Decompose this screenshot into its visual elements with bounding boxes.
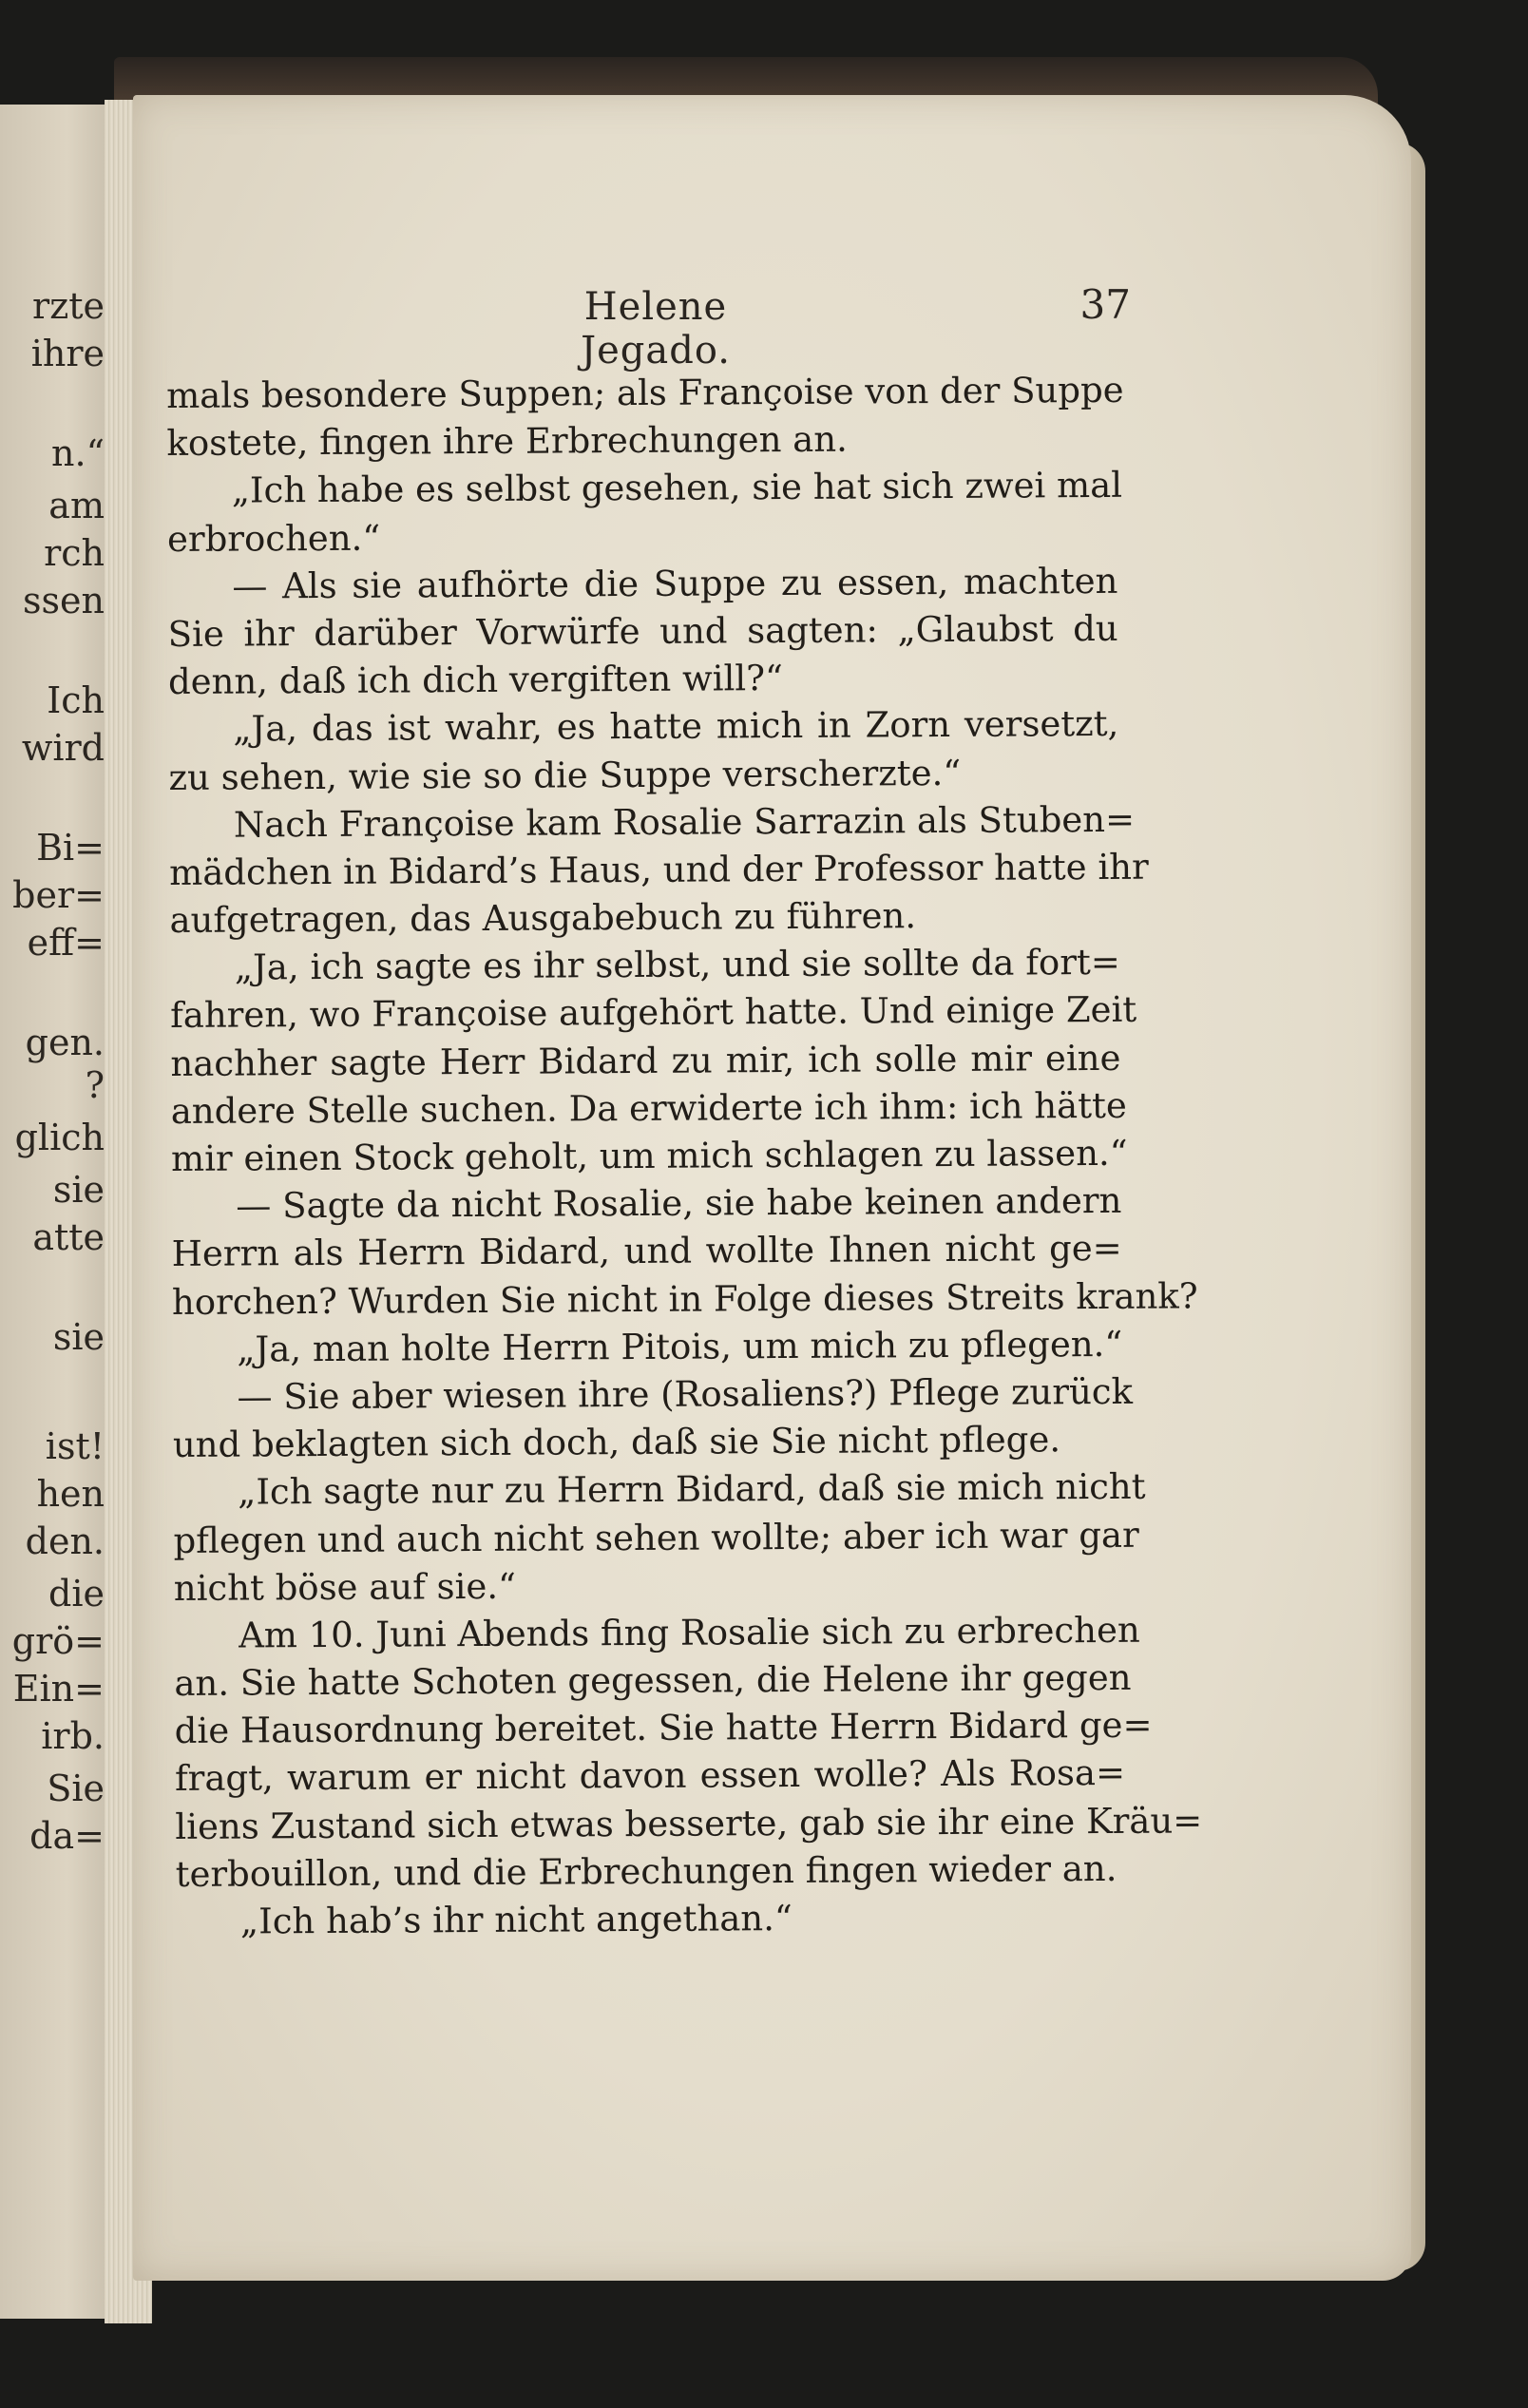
left-page-fragment: ber= xyxy=(12,874,105,916)
left-page-fragment: eff= xyxy=(27,922,105,964)
left-page-fragment: den. xyxy=(25,1520,105,1562)
left-page-fragment: rzte xyxy=(32,285,105,327)
text-line: nachher sagte Herr Bidard zu mir, ich solle mir eine xyxy=(170,1037,1121,1084)
text-line: pflegen und auch nicht sehen wollte; aber ich war gar xyxy=(173,1514,1139,1561)
text-line: aufgetragen, das Ausgabebuch zu führen. xyxy=(169,895,917,942)
text-line: „Ich sagte nur zu Herrn Bidard, daß sie mich nicht xyxy=(238,1466,1146,1513)
left-page-fragment: Sie xyxy=(47,1768,105,1809)
text-line: nicht böse auf sie.“ xyxy=(173,1565,517,1609)
text-line: — Sagte da nicht Rosalie, sie habe keinen andern xyxy=(236,1180,1122,1227)
page-number: 37 xyxy=(1079,281,1131,328)
text-line: Nach Françoise kam Rosalie Sarrazin als Stuben= xyxy=(233,798,1136,846)
left-page-fragment: Bi= xyxy=(36,827,105,869)
body-text xyxy=(166,367,1203,1946)
text-line: „Ja, man holte Herrn Pitois, um mich zu pflegen.“ xyxy=(237,1323,1123,1370)
text-line: „Ja, das ist wahr, es hatte mich in Zorn versetzt, xyxy=(233,703,1119,750)
text-line: „Ich hab’s ihr nicht angethan.“ xyxy=(239,1898,793,1942)
left-page-fragment: die xyxy=(48,1573,105,1615)
left-page-fragment: gen. xyxy=(25,1022,105,1063)
text-line: mals besondere Suppen; als Françoise von der Suppe xyxy=(166,369,1124,416)
text-line: kostete, fingen ihre Erbrechungen an. xyxy=(166,418,849,465)
text-line: — Als sie aufhörte die Suppe zu essen, machten xyxy=(232,560,1118,607)
left-page-fragment: ihre xyxy=(30,333,105,374)
text-line: andere Stelle suchen. Da erwiderte ich ihm: ich hätte xyxy=(170,1084,1127,1132)
text-line: terbouillon, und die Erbrechungen fingen wieder an. xyxy=(175,1847,1117,1895)
text-line: an. Sie hatte Schoten gegessen, die Helene ihr gegen xyxy=(174,1656,1132,1705)
text-line: denn, daß ich dich vergiften will?“ xyxy=(167,658,784,703)
text-line: — Sie aber wiesen ihre (Rosaliens?) Pflege zurück xyxy=(237,1370,1134,1418)
text-line: die Hausordnung bereitet. Sie hatte Herrn Bidard ge= xyxy=(174,1704,1153,1752)
left-page-fragment: sie xyxy=(52,1169,105,1211)
left-page-fragment: wird xyxy=(21,727,105,769)
text-line: mir einen Stock geholt, um mich schlagen zu lassen.“ xyxy=(170,1132,1128,1179)
left-page-fragment: hen xyxy=(36,1473,105,1515)
left-page-fragment: am xyxy=(48,485,105,526)
left-page-fragment: sie xyxy=(52,1316,105,1358)
text-line: und beklagten sich doch, daß sie Sie nicht pflege. xyxy=(172,1419,1061,1466)
left-page-fragment: rch xyxy=(44,532,105,574)
text-line: „Ich habe es selbst gesehen, sie hat sich zwei mal xyxy=(231,465,1123,511)
text-line: Herrn als Herrn Bidard, und wollte Ihnen nicht ge= xyxy=(171,1228,1122,1275)
text-line: liens Zustand sich etwas besserte, gab sie ihr eine Kräu= xyxy=(175,1799,1203,1847)
left-page-fragment: da= xyxy=(29,1815,105,1857)
left-page-fragment: glich xyxy=(14,1117,105,1158)
left-page-fragment: ssen xyxy=(23,580,105,621)
text-line: Am 10. Juni Abends fing Rosalie sich zu erbrechen xyxy=(238,1609,1140,1656)
text-line: horchen? Wurden Sie nicht in Folge dieses Streits krank? xyxy=(171,1274,1198,1323)
left-page-fragment: Ich xyxy=(47,679,105,721)
text-line: erbrochen.“ xyxy=(166,517,381,560)
text-line: „Ja, ich sagte es ihr selbst, und sie sollte da fort= xyxy=(234,942,1120,988)
left-page-fragment: ? xyxy=(85,1064,105,1106)
left-page-fragment: atte xyxy=(32,1216,105,1258)
text-line: Sie ihr darüber Vorwürfe und sagten: „Glaubst du xyxy=(167,607,1118,655)
left-page-fragment: irb. xyxy=(41,1715,105,1757)
text-line: fragt, warum er nicht davon essen wolle? Als Rosa= xyxy=(174,1752,1126,1800)
text-line: fahren, wo Françoise aufgehört hatte. Und einige Zeit xyxy=(170,989,1137,1037)
left-facing-page xyxy=(0,105,112,2319)
left-page-fragment: ist! xyxy=(45,1425,105,1467)
left-page-fragment: grö= xyxy=(11,1620,105,1662)
left-page-fragment: Ein= xyxy=(12,1668,105,1710)
running-head: Helene Jegado. xyxy=(581,285,731,373)
left-page-fragment: n.“ xyxy=(51,432,105,474)
text-line: mädchen in Bidard’s Haus, und der Professor hatte ihr xyxy=(169,846,1149,893)
text-line: zu sehen, wie sie so die Suppe verscherzte.“ xyxy=(168,752,962,798)
